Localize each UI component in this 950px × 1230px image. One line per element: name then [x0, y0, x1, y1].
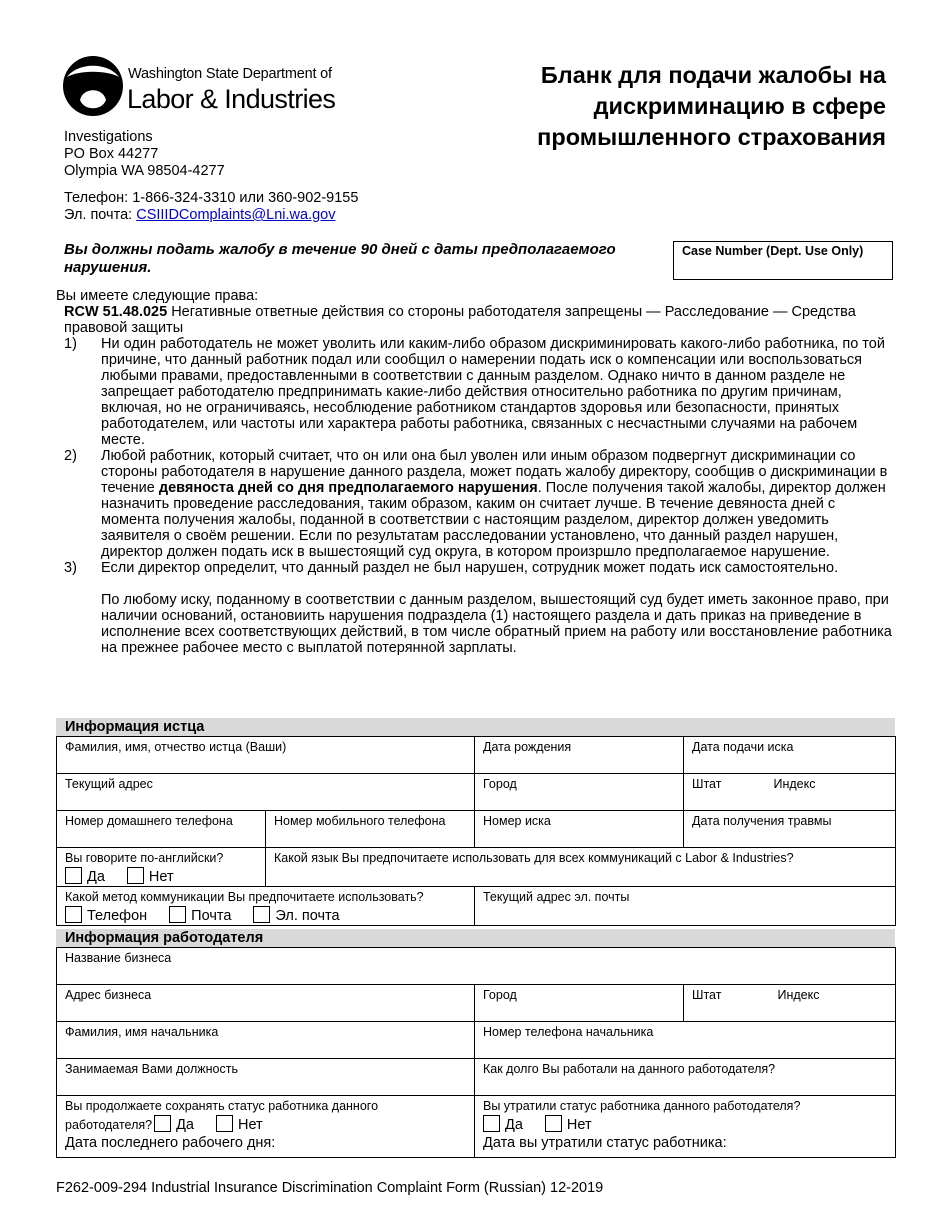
lost-status-date-label: Дата вы утратили статус работника:: [483, 1135, 727, 1151]
claimant-heading-text: Информация истца: [65, 719, 205, 735]
form-footer: F262-009-294 Industrial Insurance Discrimination Complaint Form (Russian) 12-2019: [56, 1180, 604, 1196]
state-label: Штат: [692, 777, 722, 791]
address-line-2: PO Box 44277: [64, 146, 159, 162]
yes-checkbox[interactable]: [65, 867, 82, 884]
employer-state-zip-field[interactable]: [684, 985, 896, 1022]
injury-date-field[interactable]: [684, 811, 896, 848]
rcw-title: Негативные ответные действия со стороны работодателя запрещены — Расследование — Средства правовой защиты: [64, 304, 856, 336]
mail-option-label: Почта: [191, 908, 232, 924]
employer-table: [56, 947, 896, 1158]
field-label: Как долго Вы работали на данного работодателя?: [483, 1062, 776, 1076]
rights-item-3: [56, 560, 896, 576]
current-address-field[interactable]: [57, 774, 475, 811]
claim-number-field[interactable]: [475, 811, 684, 848]
current-email-field[interactable]: [475, 887, 896, 926]
item-text: . После получения такой жалобы, директор должен назначить проведение расследования, таким образом, каким он считает лучше. В течение девяноста дней с момента получения жалобы, поданной в соответствии с настоящим разделом, директор должен уведомить заявителя о своём решении. Если по результатам расследовании установлено, что данный раздел нарушен, директор должен подать иск в вышестоящий суд округа, в котором произршло предполагаемое нарушение.: [101, 480, 886, 560]
case-number-label: Case Number (Dept. Use Only): [682, 244, 864, 258]
rights-item-2: [56, 448, 896, 560]
claimant-section-heading: [56, 718, 895, 736]
field-label: Текущий адрес эл. почты: [483, 890, 630, 904]
field-label: Какой метод коммуникации Вы предпочитаете использовать?: [65, 890, 424, 904]
no-checkbox[interactable]: [127, 867, 144, 884]
lost-status-yes-checkbox[interactable]: [483, 1115, 500, 1132]
field-label: Город: [483, 988, 517, 1002]
item-text: Если директор определит, что данный раздел не был нарушен, сотрудник может подать иск самостоятельно.: [101, 560, 839, 576]
logo-text-agency: Labor & Industries: [127, 84, 336, 114]
field-label: Вы говорите по-английски?: [65, 851, 224, 865]
birth-date-field[interactable]: [475, 737, 684, 774]
supervisor-phone-field[interactable]: [475, 1022, 896, 1059]
item-text: Любой работник, который считает, что он или она был уволен или иным образом подвергнут дискриминации со стороны работодателя в нарушение данного раздела, может подать жалобу директору, сообщив о дискриминации в течение: [101, 448, 888, 496]
filing-date-field[interactable]: [684, 737, 896, 774]
item-text-bold: девяноста дней со дня предполагаемого нарушения: [158, 480, 538, 496]
lni-logo-icon: [62, 54, 124, 118]
no-label: Нет: [148, 869, 174, 885]
last-work-day-label: Дата последнего рабочего дня:: [65, 1135, 276, 1151]
field-label: Номер мобильного телефона: [274, 814, 446, 828]
still-employed-yes-checkbox[interactable]: [154, 1115, 171, 1132]
lni-logo: [62, 54, 336, 120]
zip-label: Индекс: [773, 777, 816, 791]
case-number-box[interactable]: [673, 241, 893, 280]
speaks-english-options: [65, 867, 257, 886]
field-label: работодателя?: [65, 1118, 153, 1132]
field-label: Дата подачи иска: [692, 740, 794, 754]
field-label: Адрес бизнеса: [65, 988, 152, 1002]
field-label: Вы продолжаете сохранять статус работника данного: [65, 1099, 379, 1113]
rights-item-1: [56, 336, 896, 448]
filing-deadline-notice: Вы должны подать жалобу в течение 90 дней с даты предполагаемого нарушения.: [64, 241, 616, 276]
contact-info: [64, 190, 358, 224]
mail-checkbox[interactable]: [169, 906, 186, 923]
item-text: Ни один работодатель не может уволить или каким-либо образом дискриминировать какого-либо работника, по той причине, что данный работник подал или сообщил о намерении подать иск о компенсации или воспользоваться любыми правами, предоставленными в соответствии с данным разделом. Однако ничто в данном разделе не запрещает работодателю предпринимать какие-либо действия относительно работника по другим причинам, включая, но не ограничиваясь, несоблюдение работником стандартов здоровья или безопасности, принятых работодателем, или частоты или характера работы работника, связанных с несчастными случаями на рабочем месте.: [101, 336, 885, 448]
claimant-table: [56, 736, 896, 926]
business-name-field[interactable]: [57, 948, 896, 985]
item-number: 1): [64, 336, 77, 352]
phone-line: Телефон: 1-866-324-3310 или 360-902-9155: [64, 190, 359, 206]
field-label: Номер домашнего телефона: [65, 814, 233, 828]
business-address-field[interactable]: [57, 985, 475, 1022]
item-number: 2): [64, 448, 77, 464]
employer-heading-text: Информация работодателя: [65, 930, 264, 946]
lost-status-options: [483, 1115, 887, 1134]
rights-section: [56, 288, 896, 656]
field-label: Фамилия, имя, отчество истца (Ваши): [65, 740, 287, 754]
field-label: Текущий адрес: [65, 777, 153, 791]
speaks-english-field: [57, 848, 266, 887]
rcw-heading: [56, 304, 896, 336]
email-checkbox[interactable]: [253, 906, 270, 923]
yes-label: Да: [176, 1117, 194, 1133]
no-label: Нет: [238, 1117, 263, 1133]
mobile-phone-field[interactable]: [266, 811, 475, 848]
city-field[interactable]: [475, 774, 684, 811]
employer-city-field[interactable]: [475, 985, 684, 1022]
zip-label: Индекс: [777, 988, 820, 1002]
still-employed-no-checkbox[interactable]: [216, 1115, 233, 1132]
email-option-label: Эл. почта: [275, 908, 340, 924]
phone-option-label: Телефон: [87, 908, 148, 924]
email-line: [64, 207, 358, 224]
field-label: Город: [483, 777, 517, 791]
comm-method-options: [65, 906, 466, 925]
rights-closing: По любому иску, поданному в соответствии с данным разделом, вышестоящий суд будет иметь законное право, при наличии оснований, остановиить нарушения подраздела (1) настоящего раздела и дать приказ на приведение в исполнение всех соответствующих действий, в том числе обратный прием на работу или восстановление работника на прежнее рабочее место с выплатой потерянной зарплаты.: [101, 592, 892, 656]
email-label: Эл. почта:: [64, 207, 137, 223]
work-duration-field[interactable]: [475, 1059, 896, 1096]
lost-status-no-checkbox[interactable]: [545, 1115, 562, 1132]
still-employed-field: [57, 1096, 475, 1158]
preferred-language-field[interactable]: [266, 848, 896, 887]
rights-intro: Вы имеете следующие права:: [56, 288, 259, 304]
supervisor-name-field[interactable]: [57, 1022, 475, 1059]
field-label: Какой язык Вы предпочитаете использовать для всех коммуникаций с Labor & Industries?: [274, 851, 794, 865]
mailing-address: [64, 129, 225, 180]
lost-status-field: [475, 1096, 896, 1158]
field-label: Название бизнеса: [65, 951, 172, 965]
phone-checkbox[interactable]: [65, 906, 82, 923]
yes-label: Да: [505, 1117, 523, 1133]
field-label: Фамилия, имя начальника: [65, 1025, 219, 1039]
logo-text-department: Washington State Department of: [128, 66, 332, 82]
field-label: Дата рождения: [483, 740, 572, 754]
home-phone-field[interactable]: [57, 811, 266, 848]
claimant-name-field[interactable]: [57, 737, 475, 774]
position-field[interactable]: [57, 1059, 475, 1096]
field-label: Номер иска: [483, 814, 551, 828]
email-link[interactable]: CSIIIDComplaints@Lni.wa.gov: [136, 207, 336, 223]
field-label: Номер телефона начальника: [483, 1025, 654, 1039]
form-title: Бланк для подачи жалобы на дискриминацию в сфере промышленного страхования: [537, 62, 886, 150]
state-label: Штат: [692, 988, 722, 1002]
field-label: Занимаемая Вами должность: [65, 1062, 238, 1076]
address-line-1: Investigations: [64, 129, 153, 145]
item-number: 3): [64, 560, 77, 576]
yes-label: Да: [87, 869, 105, 885]
field-label: Вы утратили статус работника данного работодателя?: [483, 1099, 801, 1113]
rcw-code: RCW 51.48.025: [64, 304, 168, 320]
field-label: Дата получения травмы: [692, 814, 832, 828]
comm-method-field: [57, 887, 475, 926]
still-employed-options: [65, 1115, 466, 1134]
address-line-3: Olympia WA 98504-4277: [64, 163, 225, 179]
state-zip-field[interactable]: [684, 774, 896, 811]
no-label: Нет: [566, 1117, 592, 1133]
employer-section-heading: [56, 929, 895, 947]
